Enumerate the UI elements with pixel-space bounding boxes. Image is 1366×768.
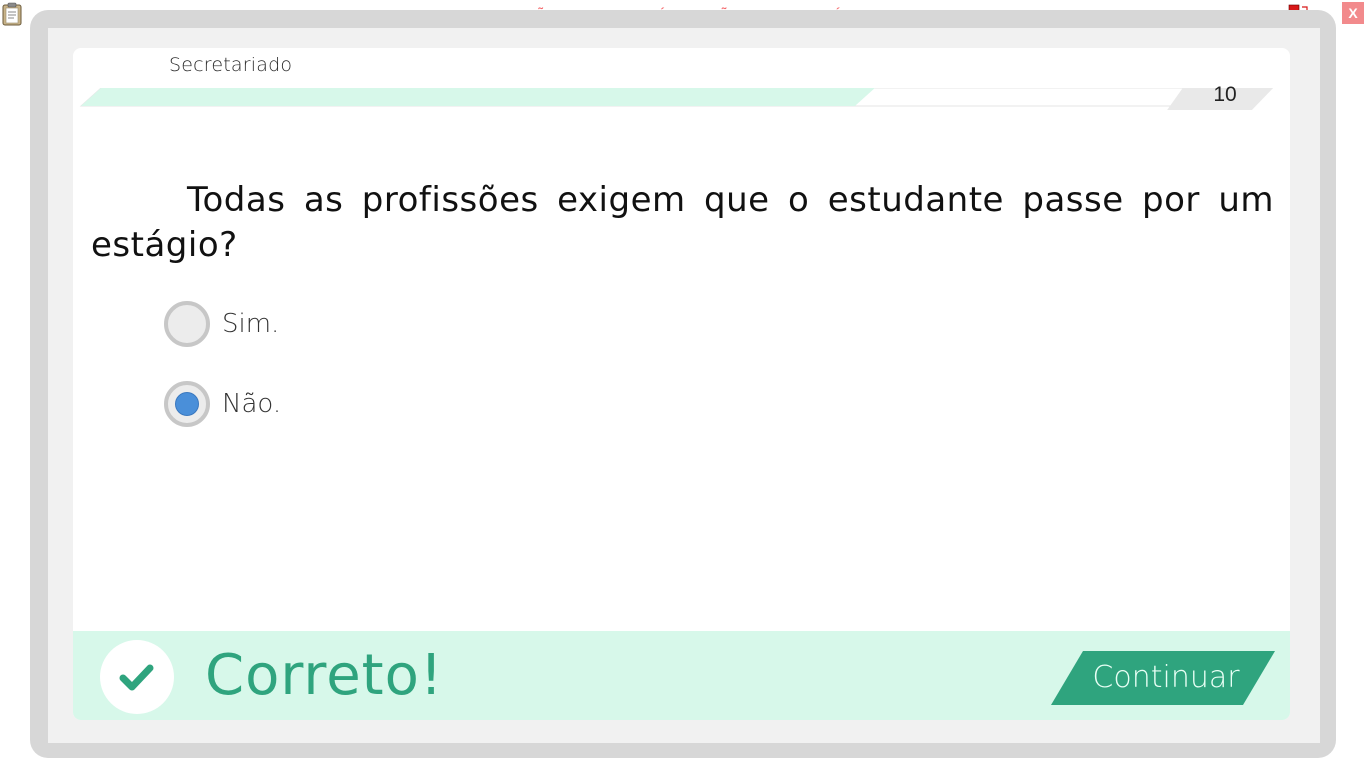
radio-selected-dot <box>175 392 199 416</box>
quiz-card <box>73 48 1290 720</box>
progress-fill <box>81 88 875 106</box>
feedback-text: Correto! <box>205 643 444 708</box>
radio-button[interactable] <box>164 301 210 347</box>
page-number: 10 <box>1213 83 1237 106</box>
checkmark-icon <box>100 640 174 714</box>
option-label: Sim. <box>222 309 280 339</box>
progress-bar <box>73 83 1290 108</box>
feedback-bar <box>73 631 1290 720</box>
course-title: Secretariado <box>169 54 293 76</box>
radio-button-selected[interactable] <box>164 381 210 427</box>
progress-bar-graphic <box>73 88 1290 110</box>
option-sim[interactable] <box>164 300 279 348</box>
option-nao[interactable] <box>164 380 281 428</box>
close-button[interactable]: X <box>1342 2 1364 24</box>
clipboard-icon[interactable] <box>1 2 23 26</box>
check-badge <box>100 640 174 714</box>
question-text: Todas as profissões exigem que o estudante passe por um estágio? <box>91 180 1274 265</box>
option-label: Não. <box>222 389 282 419</box>
continue-button[interactable] <box>1049 651 1277 705</box>
continue-button-label: Continuar <box>1092 660 1240 695</box>
